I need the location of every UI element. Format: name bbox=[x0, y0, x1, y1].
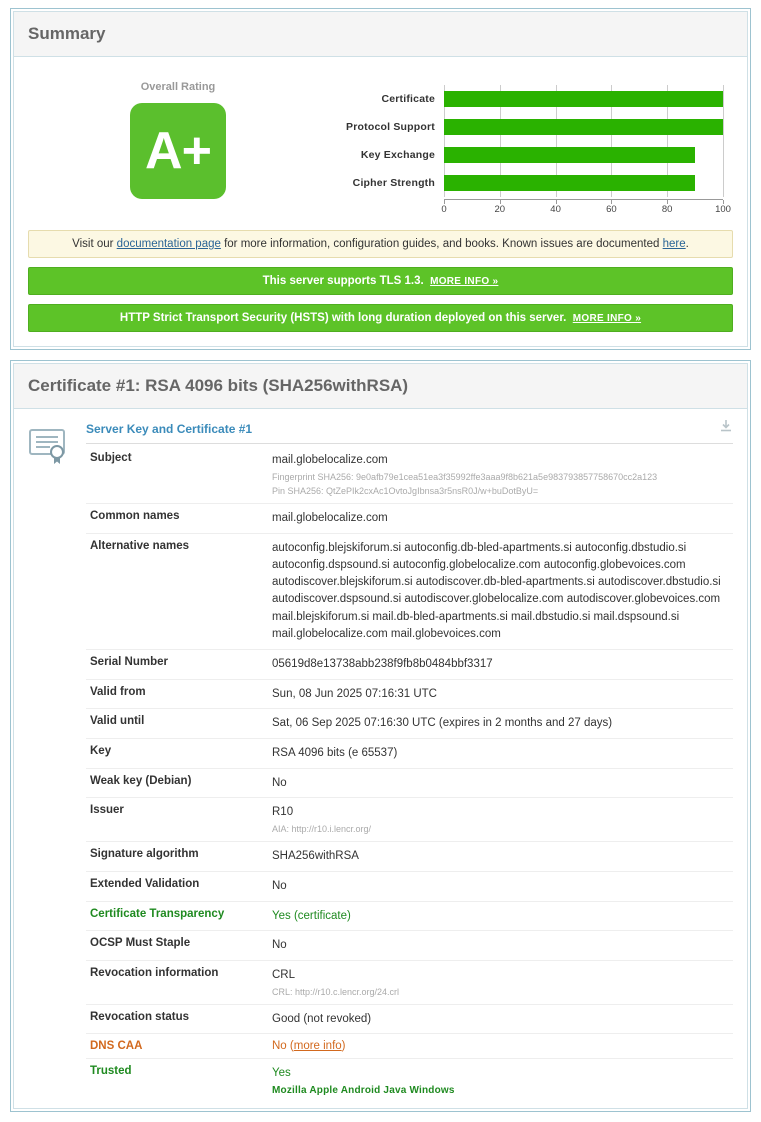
chart-bar-track bbox=[444, 141, 723, 169]
cert-field-value bbox=[268, 1059, 733, 1102]
certificate-subheader bbox=[86, 419, 733, 444]
cert-value-text: SHA256withRSA bbox=[272, 850, 359, 863]
tls13-more-info-link[interactable]: MORE INFO » bbox=[430, 276, 499, 287]
table-row bbox=[86, 960, 733, 1004]
table-row bbox=[86, 446, 733, 503]
table-row bbox=[86, 739, 733, 769]
cert-field-value bbox=[268, 798, 733, 842]
chart-category-label: Cipher Strength bbox=[352, 177, 435, 189]
summary-top-row bbox=[28, 67, 733, 221]
chart-rows bbox=[328, 85, 723, 197]
cert-field-label: DNS CAA bbox=[86, 1034, 268, 1059]
cert-value-text: Yes (certificate) bbox=[272, 909, 351, 922]
table-row bbox=[86, 871, 733, 901]
cert-value-text: No bbox=[272, 776, 287, 789]
table-row bbox=[86, 533, 733, 650]
cert-value-text: mail.globelocalize.com bbox=[272, 511, 388, 524]
certificate-panel-header bbox=[14, 364, 747, 409]
chart-x-axis bbox=[328, 199, 731, 217]
cert-value-text: CRL bbox=[272, 968, 296, 981]
cert-value-text: Yes bbox=[272, 1067, 291, 1080]
hsts-more-info-link[interactable]: MORE INFO » bbox=[572, 313, 642, 324]
cert-field-value bbox=[268, 709, 733, 739]
cert-field-label: Subject bbox=[86, 446, 268, 503]
overall-rating-label: Overall Rating bbox=[140, 81, 216, 93]
certificate-panel-body bbox=[14, 409, 747, 1108]
cert-value-text: No ( bbox=[272, 1040, 294, 1053]
cert-field-label: Revocation status bbox=[86, 1004, 268, 1034]
cert-field-label: Valid from bbox=[86, 679, 268, 709]
cert-field-label: Key bbox=[86, 739, 268, 769]
cert-value-text: Sun, 08 Jun 2025 07:16:31 UTC bbox=[272, 687, 437, 700]
certificate-icon-column bbox=[28, 419, 86, 1102]
documentation-page-link[interactable]: documentation page bbox=[116, 238, 221, 250]
chart-category-label: Protocol Support bbox=[346, 121, 435, 133]
cert-value-text: 05619d8e13738abb238f9fb8b0484bbf3317 bbox=[272, 658, 493, 671]
summary-panel-header bbox=[14, 12, 747, 57]
chart-bar-track bbox=[444, 85, 723, 113]
cert-value-subtext: Fingerprint SHA256: 9e0afb79e1cea51ea3f35992ffe3aaa9f8b621a5e983793857758670cc2a123 bbox=[272, 471, 658, 482]
certificate-title: Certificate #1: RSA 4096 bits (SHA256withRSA) bbox=[28, 376, 409, 395]
chart-row bbox=[328, 113, 723, 141]
table-row bbox=[86, 709, 733, 739]
cert-value-text-suffix: ) bbox=[341, 1040, 346, 1053]
cert-field-value bbox=[268, 768, 733, 798]
cert-value-text: mail.globelocalize.com bbox=[272, 454, 388, 466]
trust-store-list: Mozilla Apple Android Java Windows bbox=[272, 1085, 455, 1097]
cert-field-value bbox=[268, 679, 733, 709]
download-icon[interactable] bbox=[719, 419, 733, 438]
chart-bar bbox=[444, 175, 695, 191]
chart-category-label: Key Exchange bbox=[360, 149, 435, 161]
chart-category-label: Certificate bbox=[381, 93, 435, 105]
certificate-details-table bbox=[86, 446, 733, 1102]
documentation-notice-text-after: . bbox=[685, 238, 689, 250]
chart-axis-line bbox=[441, 199, 731, 217]
dns-caa-more-info-link[interactable]: more info bbox=[293, 1040, 342, 1053]
chart-tick-label: 40 bbox=[550, 204, 561, 215]
cert-value-subtext: Pin SHA256: QtZePIk2cxAc1OvtoJgIbnsa3r5nsR0J/w+buDotByU= bbox=[272, 485, 539, 496]
table-row bbox=[86, 1004, 733, 1034]
chart-tick-label: 60 bbox=[606, 204, 617, 215]
chart-bar-track bbox=[444, 169, 723, 197]
cert-value-text: R10 bbox=[272, 806, 294, 819]
cert-field-label: Common names bbox=[86, 503, 268, 533]
documentation-notice-text-before: Visit our bbox=[72, 238, 117, 250]
tls13-notice-text: This server supports TLS 1.3. bbox=[262, 275, 424, 287]
cert-field-label: Valid until bbox=[86, 709, 268, 739]
certificate-subheader-title: Server Key and Certificate #1 bbox=[86, 421, 253, 436]
chart-row bbox=[328, 169, 723, 197]
chart-row bbox=[328, 141, 723, 169]
table-row bbox=[86, 650, 733, 680]
cert-field-value bbox=[268, 1004, 733, 1034]
cert-field-value bbox=[268, 960, 733, 1004]
table-row bbox=[86, 842, 733, 872]
table-row bbox=[86, 679, 733, 709]
cert-field-label: Certificate Transparency bbox=[86, 901, 268, 931]
certificate-icon bbox=[28, 425, 68, 465]
chart-bar bbox=[444, 91, 723, 107]
table-row bbox=[86, 798, 733, 842]
documentation-notice-text-mid: for more information, configuration guides, and books. Known issues are documented bbox=[220, 238, 663, 250]
cert-field-label: Alternative names bbox=[86, 533, 268, 650]
certificate-main-column bbox=[86, 419, 733, 1102]
cert-field-label: Issuer bbox=[86, 798, 268, 842]
tls13-notice bbox=[28, 267, 733, 295]
summary-panel-body bbox=[14, 57, 747, 346]
chart-axis-spacer bbox=[328, 199, 447, 217]
grade-badge bbox=[130, 103, 226, 199]
table-row bbox=[86, 1059, 733, 1102]
cert-field-value bbox=[268, 739, 733, 769]
cert-field-value bbox=[268, 871, 733, 901]
table-row bbox=[86, 503, 733, 533]
cert-field-label: Signature algorithm bbox=[86, 842, 268, 872]
cert-field-value bbox=[268, 533, 733, 650]
rating-bar-chart bbox=[328, 75, 733, 217]
cert-value-text: No bbox=[272, 879, 287, 892]
cert-field-label: Serial Number bbox=[86, 650, 268, 680]
cert-field-value bbox=[268, 650, 733, 680]
table-row bbox=[86, 768, 733, 798]
overall-rating-block bbox=[28, 75, 328, 199]
cert-field-label: OCSP Must Staple bbox=[86, 931, 268, 961]
cert-field-value bbox=[268, 446, 733, 503]
cert-field-value bbox=[268, 842, 733, 872]
cert-value-subtext: CRL: http://r10.c.lencr.org/24.crl bbox=[272, 986, 400, 997]
cert-field-value bbox=[268, 931, 733, 961]
cert-value-text: Good (not revoked) bbox=[272, 1012, 372, 1025]
cert-value-text: RSA 4096 bits (e 65537) bbox=[272, 747, 398, 760]
chart-bar bbox=[444, 119, 723, 135]
cert-field-value bbox=[268, 1034, 733, 1059]
summary-panel bbox=[10, 8, 751, 350]
table-row bbox=[86, 1034, 733, 1059]
cert-field-value bbox=[268, 901, 733, 931]
hsts-notice bbox=[28, 304, 733, 332]
cert-field-label: Trusted bbox=[90, 1065, 132, 1078]
chart-bar bbox=[444, 147, 695, 163]
certificate-panel bbox=[10, 360, 751, 1112]
cert-field-label: Revocation information bbox=[86, 960, 268, 1004]
chart-bar-track bbox=[444, 113, 723, 141]
cert-field-value bbox=[268, 503, 733, 533]
summary-panel-inner bbox=[13, 11, 748, 347]
chart-tick-label: 80 bbox=[661, 204, 673, 215]
known-issues-link[interactable]: here bbox=[662, 238, 686, 250]
chart-tick-label: 0 bbox=[441, 204, 447, 215]
certificate-panel-inner bbox=[13, 363, 748, 1109]
cert-value-text: No bbox=[272, 939, 287, 952]
chart-row bbox=[328, 85, 723, 113]
documentation-notice bbox=[28, 230, 733, 258]
grade-value: A+ bbox=[145, 122, 211, 180]
hsts-notice-text: HTTP Strict Transport Security (HSTS) with long duration deployed on this server. bbox=[119, 312, 567, 324]
cert-value-text: Sat, 06 Sep 2025 07:16:30 UTC (expires in 2 months and 27 days) bbox=[272, 717, 613, 730]
cert-value-text: autoconfig.blejskiforum.si autoconfig.db-bled-apartments.si autoconfig.dbstudio.si autoconfig.dspsound.si autoconfig.globelocalize.com autoconfig.globevoices.com autodiscover.blejskiforum.si autodiscover.db-bled-apartments.si autodiscover.dbstudio.si autodiscover.dspsound.si autodiscover.globelocalize.com autodiscover.globevoices.com mail.blejskiforum.si mail.db-bled-apartments.si mail.dbstudio.si mail.dspsound.si mail.globelocalize.com mail.globevoices.com bbox=[272, 541, 721, 640]
chart-tick-label: 20 bbox=[494, 204, 506, 215]
cert-field-label: Extended Validation bbox=[86, 871, 268, 901]
cert-field-label: Weak key (Debian) bbox=[86, 768, 268, 798]
table-row bbox=[86, 931, 733, 961]
table-row bbox=[86, 901, 733, 931]
chart-tick-label: 100 bbox=[715, 204, 731, 215]
cert-value-subtext: AIA: http://r10.i.lencr.org/ bbox=[272, 824, 372, 835]
summary-title: Summary bbox=[28, 24, 106, 43]
